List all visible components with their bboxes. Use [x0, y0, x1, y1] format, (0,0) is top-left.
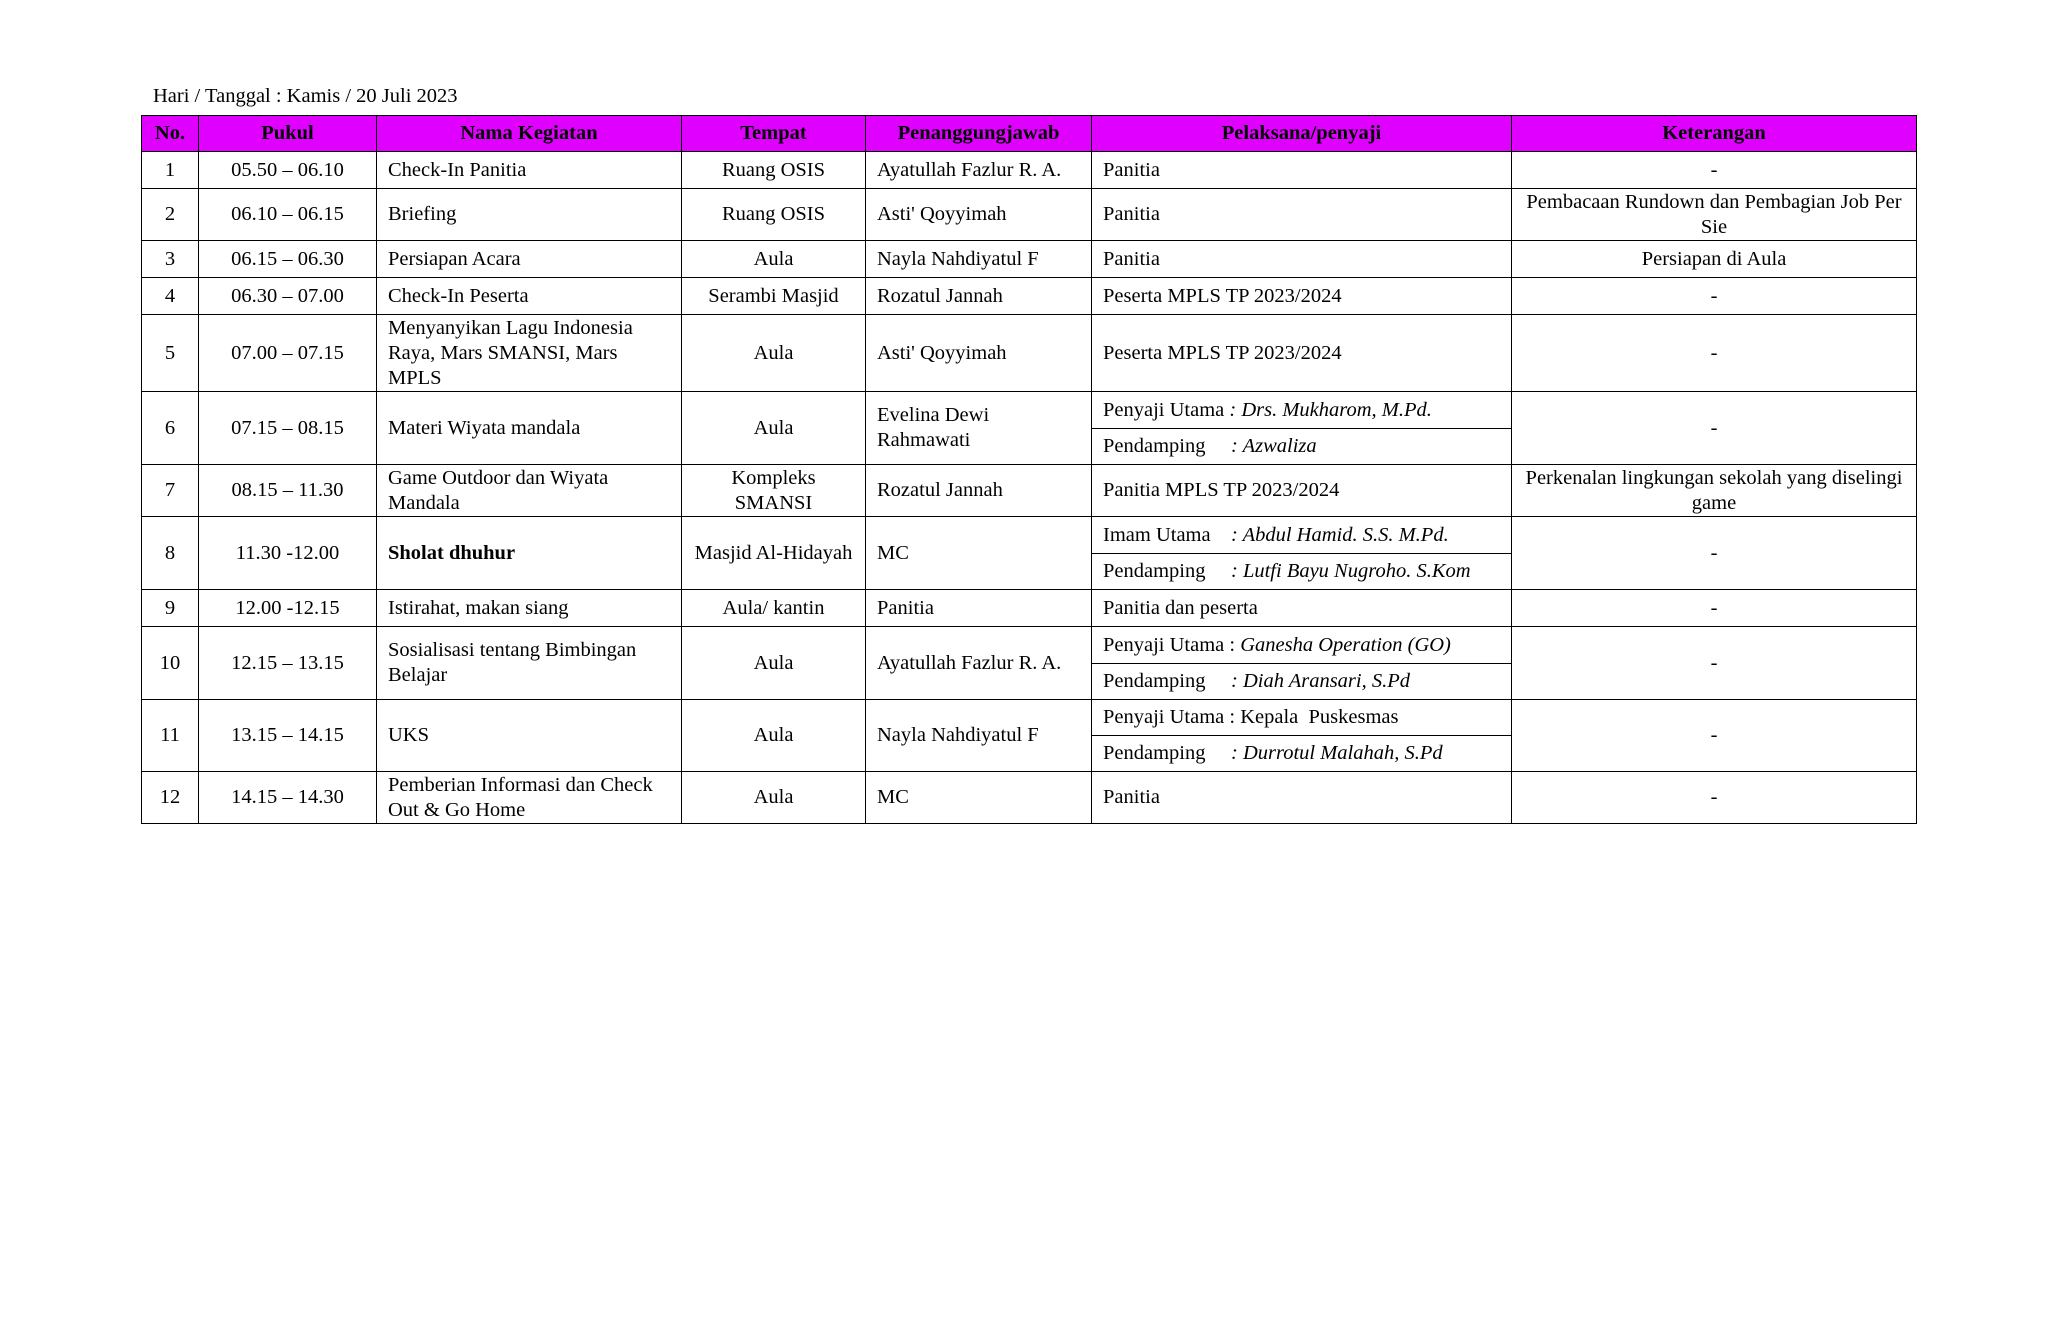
cell-kegiatan: Materi Wiyata mandala: [377, 392, 682, 465]
pelaksana-label: Penyaji Utama: [1103, 398, 1225, 421]
cell-tempat: Ruang OSIS: [682, 189, 866, 241]
cell-no: 6: [142, 392, 199, 465]
table-row: [142, 315, 1917, 392]
cell-no: 9: [142, 590, 199, 627]
cell-pukul: 11.30 -12.00: [199, 517, 377, 590]
header-no: No.: [142, 116, 199, 152]
cell-kegiatan: Sosialisasi tentang Bimbingan Belajar: [377, 627, 682, 700]
cell-keterangan: -: [1512, 627, 1917, 700]
cell-no: 1: [142, 152, 199, 189]
cell-keterangan: -: [1512, 278, 1917, 315]
pelaksana-name: : Abdul Hamid. S.S. M.Pd.: [1231, 523, 1449, 546]
cell-tempat: Aula: [682, 772, 866, 824]
pelaksana-name: : Lutfi Bayu Nugroho. S.Kom: [1231, 560, 1471, 582]
pelaksana-name: : Drs. Mukharom, M.Pd.: [1229, 398, 1432, 421]
cell-pj: Ayatullah Fazlur R. A.: [866, 152, 1092, 189]
header-pelaksana: Pelaksana/penyaji: [1092, 116, 1512, 152]
cell-pukul: 07.15 – 08.15: [199, 392, 377, 465]
cell-pukul: 06.15 – 06.30: [199, 241, 377, 278]
table-row: [142, 152, 1917, 189]
cell-tempat: Kompleks SMANSI: [682, 465, 866, 517]
cell-pj: Rozatul Jannah: [866, 465, 1092, 517]
cell-kegiatan: Pemberian Informasi dan Check Out & Go Home: [377, 772, 682, 824]
cell-pelaksana: Peserta MPLS TP 2023/2024: [1092, 278, 1512, 315]
cell-no: 3: [142, 241, 199, 278]
cell-pelaksana-pendamping: [1092, 554, 1512, 590]
pelaksana-name: : Diah Aransari, S.Pd: [1231, 670, 1411, 692]
cell-keterangan: Pembacaan Rundown dan Pembagian Job Per Sie: [1512, 189, 1917, 241]
cell-pukul: 05.50 – 06.10: [199, 152, 377, 189]
cell-pelaksana-utama: [1092, 517, 1512, 554]
cell-pelaksana: Panitia: [1092, 241, 1512, 278]
cell-pj: Nayla Nahdiyatul F: [866, 241, 1092, 278]
pelaksana-label: Pendamping: [1103, 435, 1206, 457]
cell-pelaksana: Panitia: [1092, 189, 1512, 241]
cell-kegiatan: UKS: [377, 700, 682, 772]
table-row: [142, 465, 1917, 517]
cell-pukul: 12.00 -12.15: [199, 590, 377, 627]
pelaksana-label: Pendamping: [1103, 742, 1206, 764]
cell-pelaksana-utama: [1092, 392, 1512, 429]
cell-pukul: 14.15 – 14.30: [199, 772, 377, 824]
cell-keterangan: -: [1512, 700, 1917, 772]
cell-no: 2: [142, 189, 199, 241]
cell-tempat: Aula: [682, 315, 866, 392]
header-nama-kegiatan: Nama Kegiatan: [377, 116, 682, 152]
cell-kegiatan: Check-In Peserta: [377, 278, 682, 315]
table-row: [142, 278, 1917, 315]
pelaksana-name: : Durrotul Malahah, S.Pd: [1231, 742, 1443, 764]
cell-pukul: 12.15 – 13.15: [199, 627, 377, 700]
cell-pelaksana-utama: [1092, 700, 1512, 736]
cell-no: 4: [142, 278, 199, 315]
table-row: [142, 392, 1917, 429]
cell-kegiatan: Istirahat, makan siang: [377, 590, 682, 627]
cell-tempat: Aula: [682, 627, 866, 700]
cell-keterangan: -: [1512, 152, 1917, 189]
cell-tempat: Aula/ kantin: [682, 590, 866, 627]
pelaksana-name: : Azwaliza: [1231, 435, 1317, 457]
cell-keterangan: -: [1512, 590, 1917, 627]
cell-keterangan: -: [1512, 315, 1917, 392]
cell-pj: Rozatul Jannah: [866, 278, 1092, 315]
cell-pj: Nayla Nahdiyatul F: [866, 700, 1092, 772]
cell-keterangan: Perkenalan lingkungan sekolah yang diselingi game: [1512, 465, 1917, 517]
cell-pj: Asti' Qoyyimah: [866, 315, 1092, 392]
cell-kegiatan: Game Outdoor dan Wiyata Mandala: [377, 465, 682, 517]
table-row: [142, 700, 1917, 736]
cell-pelaksana-utama: [1092, 627, 1512, 664]
cell-no: 11: [142, 700, 199, 772]
cell-tempat: Serambi Masjid: [682, 278, 866, 315]
cell-kegiatan: Menyanyikan Lagu Indonesia Raya, Mars SMANSI, Mars MPLS: [377, 315, 682, 392]
header-tempat: Tempat: [682, 116, 866, 152]
cell-kegiatan: Sholat dhuhur: [377, 517, 682, 590]
cell-no: 10: [142, 627, 199, 700]
cell-kegiatan: Check-In Panitia: [377, 152, 682, 189]
cell-pj: Ayatullah Fazlur R. A.: [866, 627, 1092, 700]
pelaksana-label: Pendamping: [1103, 560, 1206, 582]
cell-tempat: Aula: [682, 700, 866, 772]
schedule-table: [141, 115, 1917, 824]
pelaksana-label: Penyaji Utama : Kepala Puskesmas: [1103, 706, 1399, 728]
table-row: [142, 189, 1917, 241]
table-row: [142, 241, 1917, 278]
cell-no: 8: [142, 517, 199, 590]
cell-keterangan: Persiapan di Aula: [1512, 241, 1917, 278]
header-keterangan: Keterangan: [1512, 116, 1917, 152]
pelaksana-name: Ganesha Operation (GO): [1240, 633, 1451, 656]
cell-pj: Evelina Dewi Rahmawati: [866, 392, 1092, 465]
cell-pukul: 08.15 – 11.30: [199, 465, 377, 517]
date-line: Hari / Tanggal : Kamis / 20 Juli 2023: [153, 85, 458, 107]
cell-pukul: 07.00 – 07.15: [199, 315, 377, 392]
cell-tempat: Aula: [682, 241, 866, 278]
table-row: [142, 517, 1917, 554]
cell-kegiatan: Briefing: [377, 189, 682, 241]
cell-pukul: 06.10 – 06.15: [199, 189, 377, 241]
cell-pelaksana: Panitia: [1092, 772, 1512, 824]
cell-pj: MC: [866, 772, 1092, 824]
cell-pelaksana: Panitia dan peserta: [1092, 590, 1512, 627]
cell-pelaksana: Panitia: [1092, 152, 1512, 189]
cell-keterangan: -: [1512, 772, 1917, 824]
table-row: [142, 627, 1917, 664]
cell-pukul: 06.30 – 07.00: [199, 278, 377, 315]
cell-keterangan: -: [1512, 392, 1917, 465]
cell-tempat: Ruang OSIS: [682, 152, 866, 189]
pelaksana-label: Imam Utama: [1103, 523, 1211, 546]
cell-pukul: 13.15 – 14.15: [199, 700, 377, 772]
cell-no: 5: [142, 315, 199, 392]
cell-pj: Panitia: [866, 590, 1092, 627]
cell-pelaksana-pendamping: [1092, 429, 1512, 465]
cell-no: 12: [142, 772, 199, 824]
cell-pelaksana-pendamping: [1092, 736, 1512, 772]
header-penanggungjawab: Penanggungjawab: [866, 116, 1092, 152]
pelaksana-label: Penyaji Utama :: [1103, 633, 1236, 656]
pelaksana-label: Pendamping: [1103, 670, 1206, 692]
cell-pelaksana: Peserta MPLS TP 2023/2024: [1092, 315, 1512, 392]
cell-tempat: Aula: [682, 392, 866, 465]
cell-no: 7: [142, 465, 199, 517]
table-row: [142, 772, 1917, 824]
cell-pj: MC: [866, 517, 1092, 590]
cell-kegiatan: Persiapan Acara: [377, 241, 682, 278]
header-pukul: Pukul: [199, 116, 377, 152]
cell-pj: Asti' Qoyyimah: [866, 189, 1092, 241]
header-row: [142, 116, 1917, 152]
cell-pelaksana: Panitia MPLS TP 2023/2024: [1092, 465, 1512, 517]
cell-keterangan: -: [1512, 517, 1917, 590]
cell-pelaksana-pendamping: [1092, 664, 1512, 700]
table-row: [142, 590, 1917, 627]
cell-tempat: Masjid Al-Hidayah: [682, 517, 866, 590]
